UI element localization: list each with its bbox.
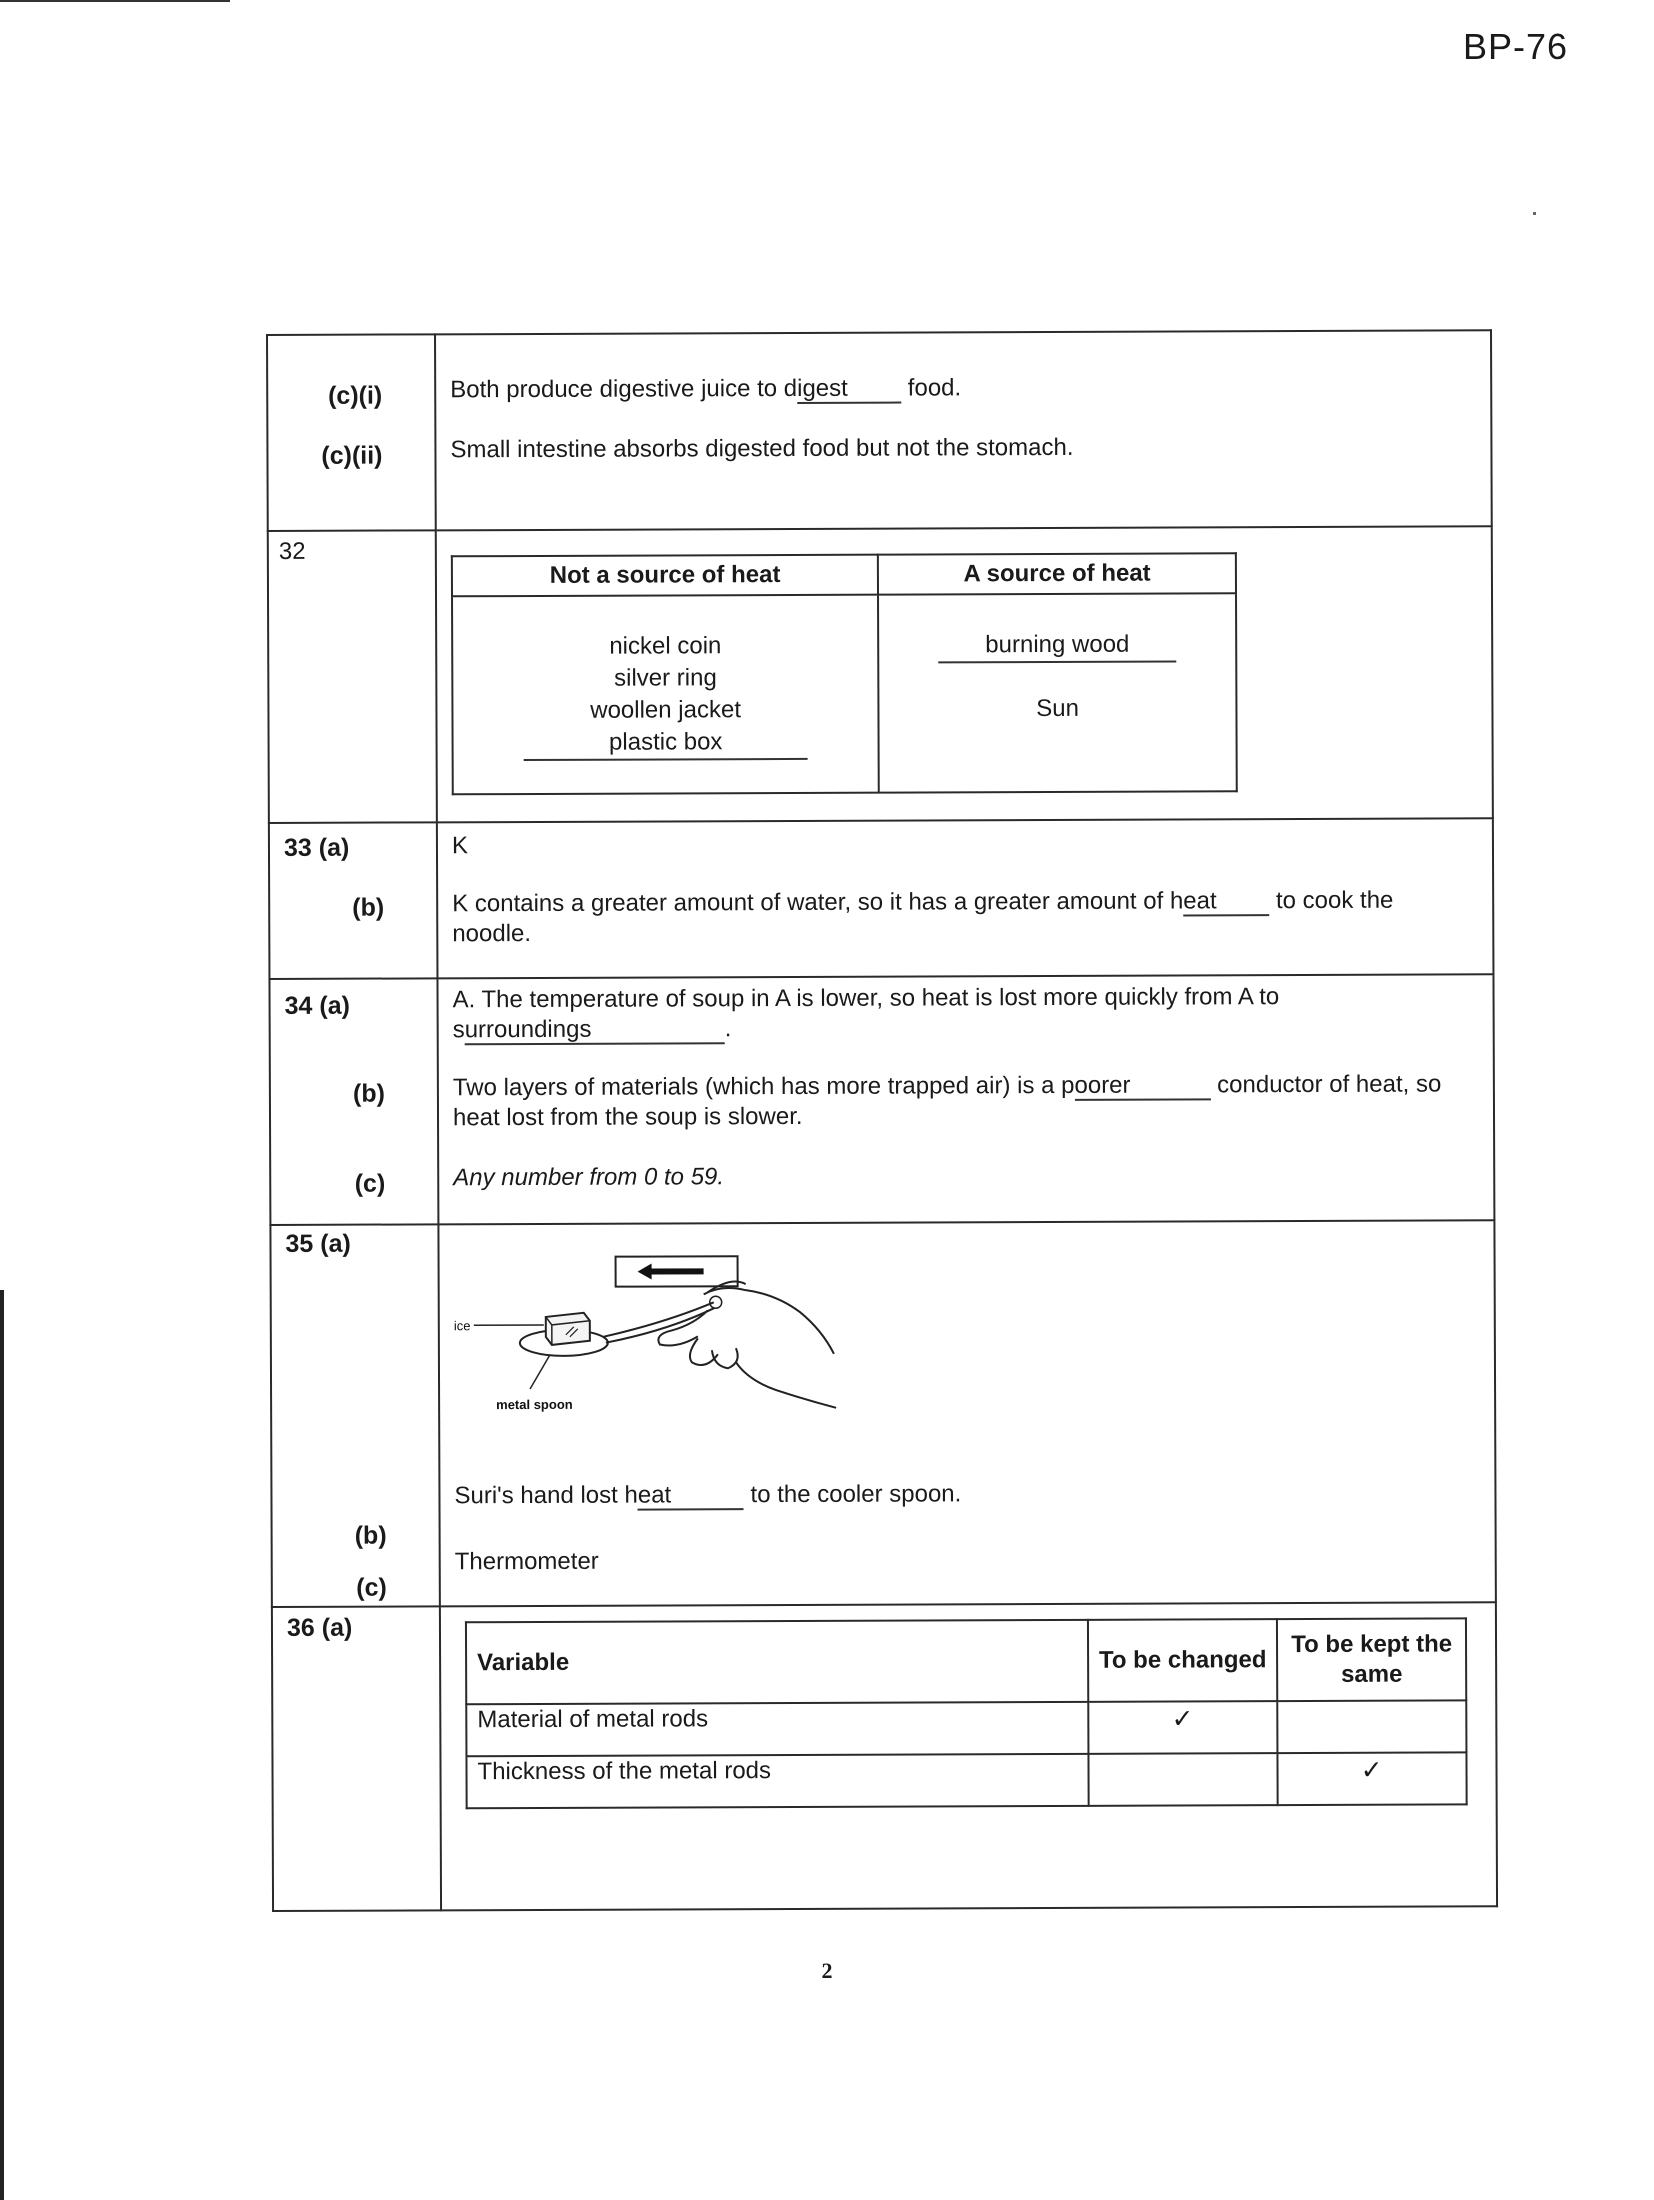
answer-31-cii: Small intestine absorbs digested food but not the stomach. <box>450 433 1074 464</box>
label-35a: 35 (a) <box>285 1229 351 1258</box>
answer-35c: Thermometer <box>454 1547 599 1576</box>
answer-31-ci: Both produce digestive juice to digest food. <box>450 374 962 404</box>
answer-cell <box>435 330 1492 530</box>
variable-cell: Thickness of the metal rods <box>466 1754 1088 1808</box>
filled-blank: igest <box>797 376 901 404</box>
list-item: nickel coin <box>609 632 722 660</box>
not-source-list <box>452 595 879 795</box>
empty-cell <box>1089 1753 1278 1806</box>
header-source: A source of heat <box>878 553 1236 594</box>
filled-blank: eat <box>1183 888 1269 916</box>
question-cell <box>269 822 438 979</box>
filled-blank: eat <box>638 1482 744 1510</box>
row-q33 <box>269 818 1494 979</box>
heat-source-table <box>451 552 1238 795</box>
answer-33a: K <box>451 832 469 860</box>
label-36a: 36 (a) <box>286 1613 353 1642</box>
spoon-ice-diagram <box>446 1250 867 1472</box>
answer-35b: Suri's hand lost heat to the cooler spoon. <box>454 1480 962 1510</box>
filled-blank: urroundings <box>465 1016 725 1045</box>
left-scan-edge <box>0 1290 4 2200</box>
label-33b: (b) <box>352 893 385 922</box>
row-q36 <box>272 1602 1497 1911</box>
list-item-filled: burning wood <box>938 629 1176 664</box>
page-number: 2 <box>821 1958 833 1983</box>
answer-34b: Two layers of materials (which has more trapped air) is a poorer conductor of heat, so heat lost from the soup is slower. <box>452 1070 1442 1132</box>
list-item: silver ring <box>614 664 717 692</box>
list-item: Sun <box>1036 694 1079 723</box>
page-code: BP-76 <box>1462 26 1568 67</box>
filled-blank: oorer <box>1074 1072 1210 1101</box>
label-31-ci: (c)(i) <box>328 381 383 410</box>
answer-cell <box>437 974 1494 1224</box>
list-item-filled: plastic box <box>524 726 808 761</box>
scan-speck <box>1533 212 1536 215</box>
spoon-pointer <box>530 1355 550 1389</box>
question-cell <box>268 530 437 823</box>
row-q35 <box>270 1220 1495 1607</box>
question-cell <box>270 1224 439 1607</box>
variable-table <box>465 1617 1468 1809</box>
label-34a: 34 (a) <box>284 991 350 1020</box>
row-q31 <box>267 330 1492 531</box>
question-cell <box>269 978 438 1225</box>
row-q32 <box>268 526 1493 823</box>
ice-cube-icon <box>546 1313 590 1345</box>
answer-33b: K contains a greater amount of water, so it has a greater amount of heat to cook the noodle. <box>452 886 1394 948</box>
arrow-left-icon <box>638 1263 704 1279</box>
answer-34a: A. The temperature of soup in A is lower, so heat is lost more quickly from A to surroundings . <box>452 983 1280 1044</box>
label-34c: (c) <box>354 1169 386 1198</box>
label-33a: 33 (a) <box>283 833 350 862</box>
source-list <box>878 593 1236 792</box>
tick-icon: ✓ <box>1088 1701 1277 1754</box>
answer-cell <box>437 818 1494 978</box>
diagram-label-spoon: metal spoon <box>496 1396 573 1413</box>
table-row <box>466 1700 1466 1756</box>
question-cell <box>267 334 436 531</box>
label-31-cii: (c)(ii) <box>321 441 383 470</box>
label-35b: (b) <box>354 1521 387 1550</box>
answer-cell <box>436 526 1493 822</box>
hand-icon <box>658 1281 836 1408</box>
label-32: 32 <box>278 537 306 565</box>
label-35c: (c) <box>356 1573 387 1602</box>
header-not-source: Not a source of heat <box>452 555 878 597</box>
label-34b: (b) <box>352 1079 385 1108</box>
diagram-label-ice: ice <box>453 1318 471 1334</box>
header-to-be-changed: To be changed <box>1088 1619 1277 1702</box>
variable-cell: Material of metal rods <box>466 1702 1088 1756</box>
header-variable: Variable <box>466 1620 1088 1704</box>
header-to-be-kept-same: To be kept the same <box>1277 1618 1466 1701</box>
table-row <box>466 1752 1466 1808</box>
row-q34 <box>269 974 1494 1225</box>
empty-cell <box>1277 1700 1466 1753</box>
answer-table <box>266 329 1498 1912</box>
answer-cell <box>438 1220 1495 1606</box>
tick-icon: ✓ <box>1278 1752 1467 1805</box>
list-item: woollen jacket <box>590 696 742 724</box>
answer-cell <box>440 1602 1497 1910</box>
answer-34c: Any number from 0 to 59. <box>453 1163 725 1192</box>
top-scan-line <box>0 0 230 2</box>
question-cell <box>272 1606 441 1911</box>
